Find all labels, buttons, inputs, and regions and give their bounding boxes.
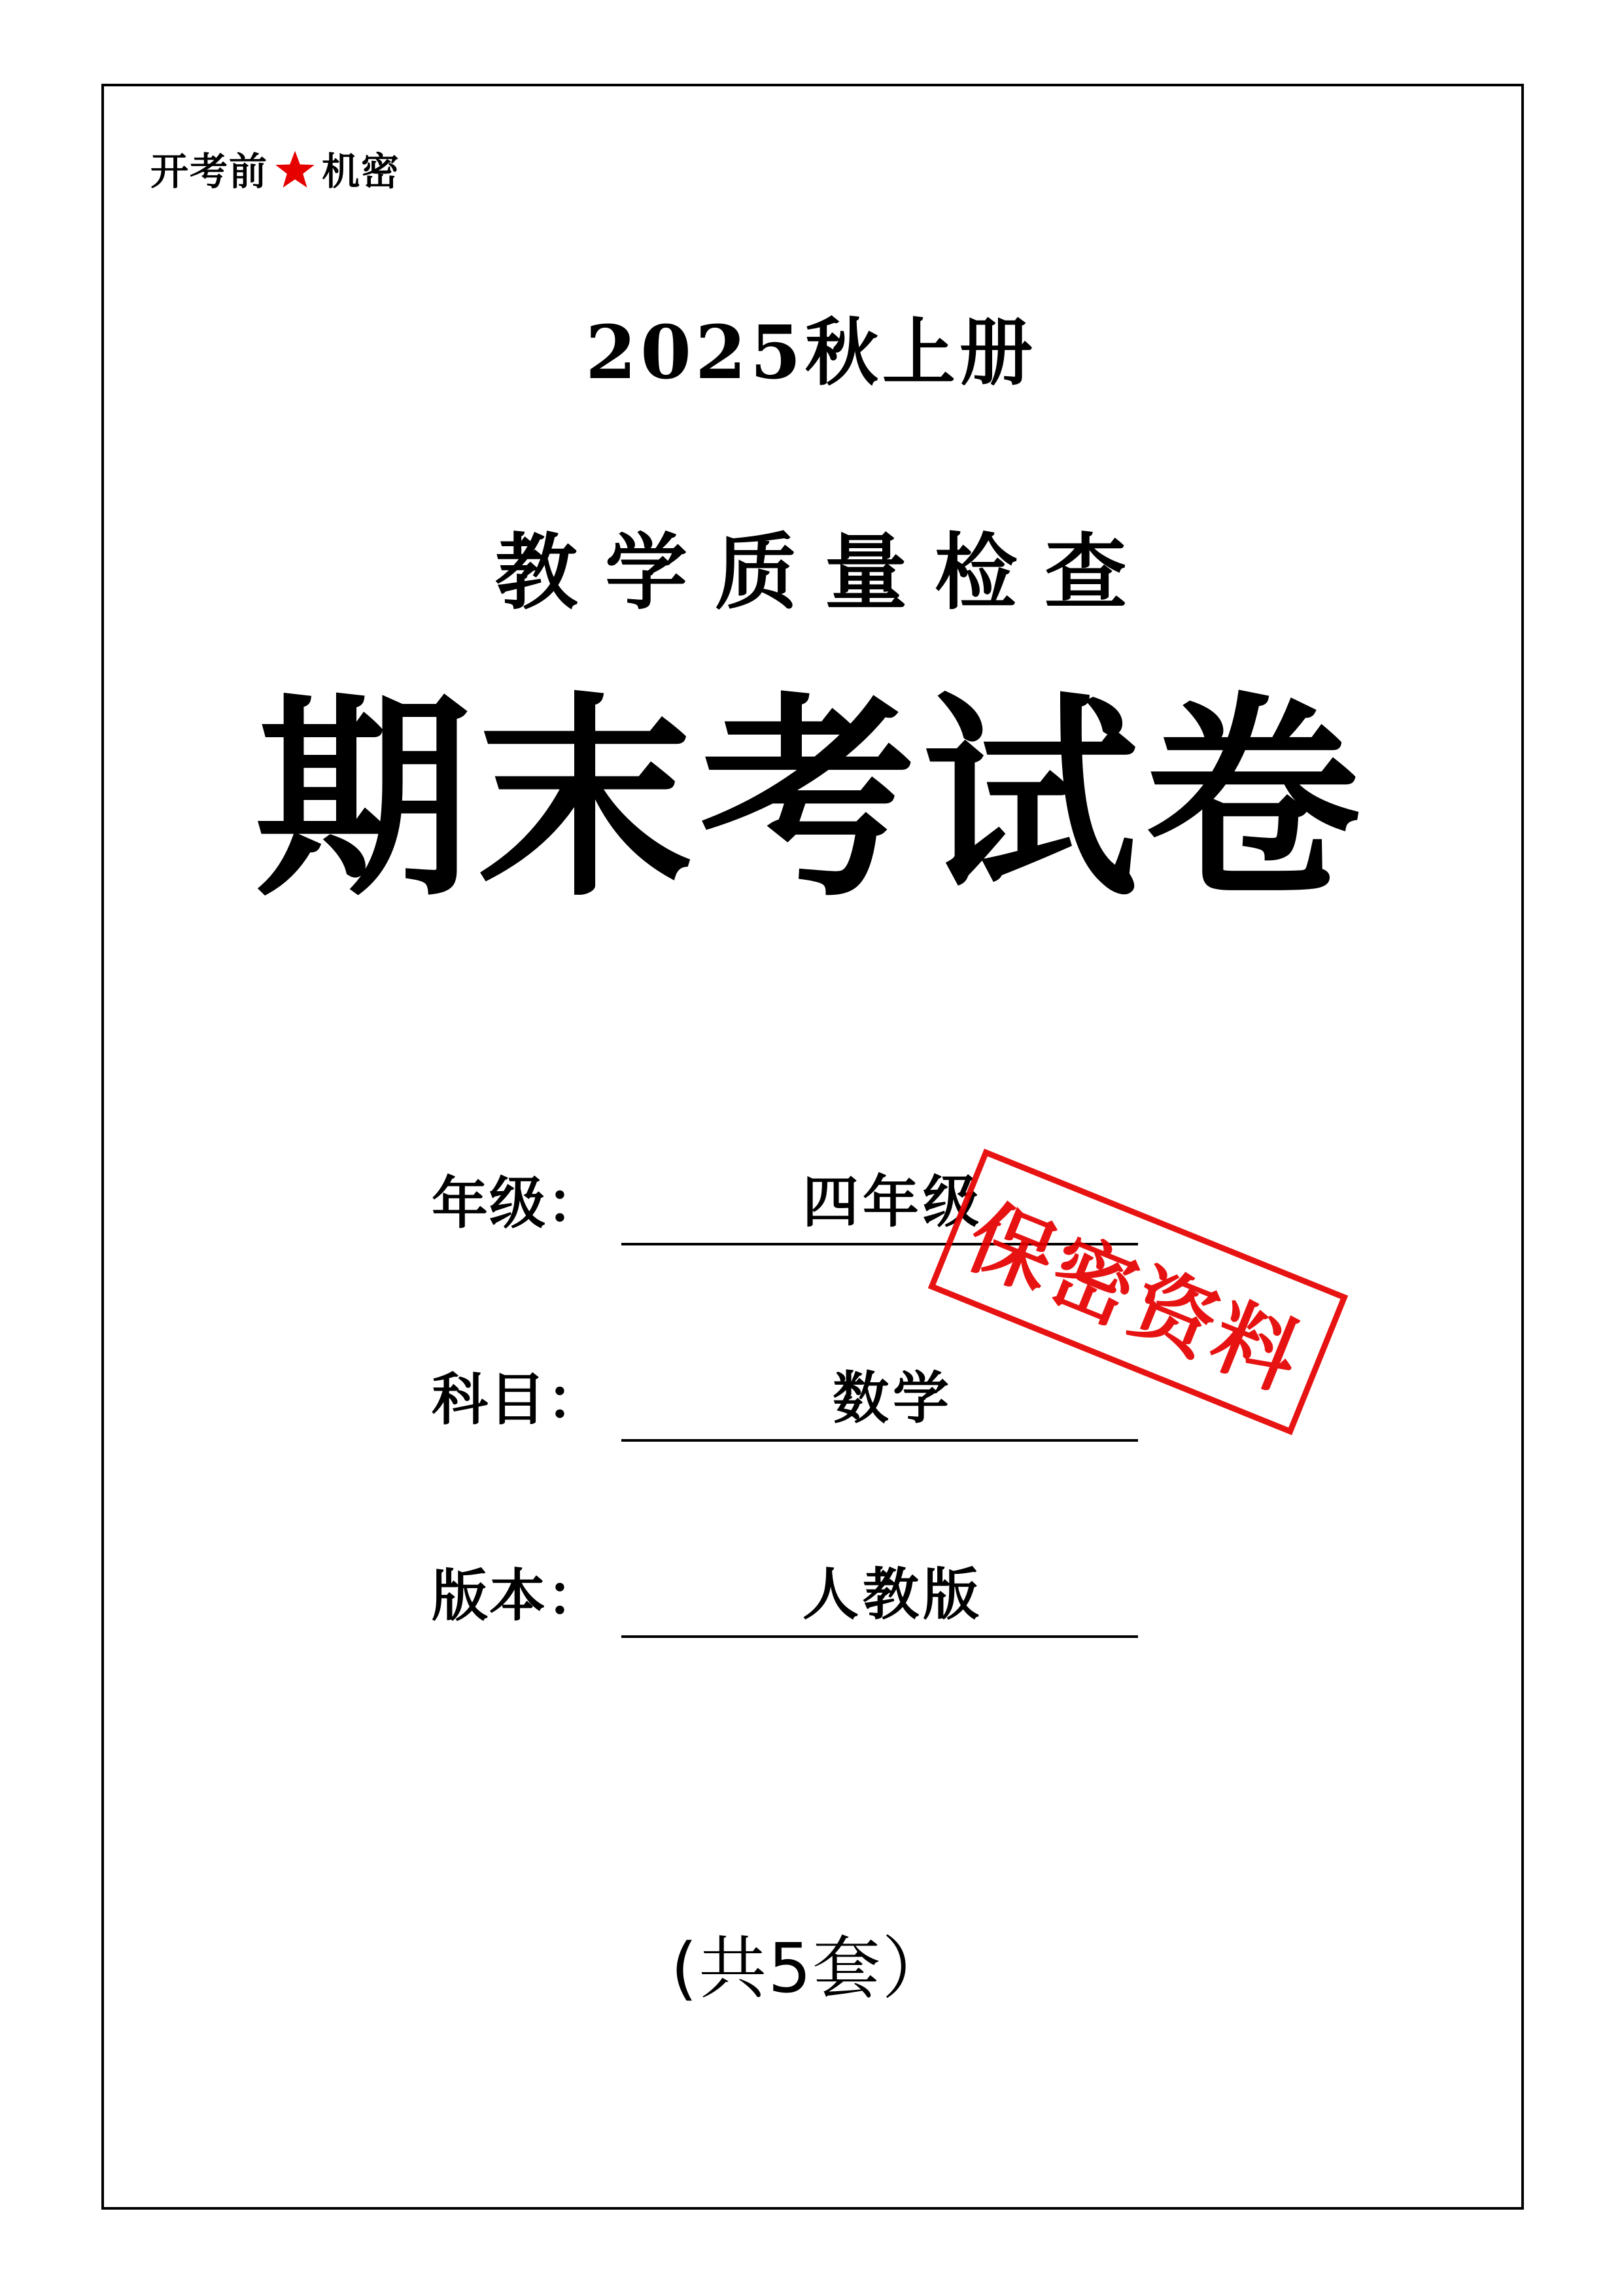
secret-notice [150,141,400,196]
term-heading: 2025秋上册 [585,310,1037,396]
confidential-stamp: 保密资料 [928,1149,1348,1435]
edition-value: 人教版 [802,1561,983,1627]
subject-label: 科目： [432,1366,604,1433]
fields-block [0,1138,1622,1727]
field-row-subject [0,1334,1622,1531]
subject-value: 数学 [833,1365,953,1431]
subtitle-heading: 教学质量检查 [495,524,1154,621]
grade-label: 年级： [432,1170,604,1236]
set-count-label: (共5套） [670,1928,952,2008]
field-row-grade [0,1138,1622,1334]
secret-notice-prefix: 开考前 [150,149,269,194]
edition-label: 版本： [432,1563,604,1629]
secret-notice-suffix: 机密 [322,149,401,194]
edition-underline [621,1635,1138,1638]
subject-underline [621,1439,1138,1442]
red-star-icon [273,149,317,192]
field-row-edition [0,1531,1622,1727]
page-title: 期末考试卷 [255,674,1367,926]
grade-value: 四年级 [802,1169,983,1235]
